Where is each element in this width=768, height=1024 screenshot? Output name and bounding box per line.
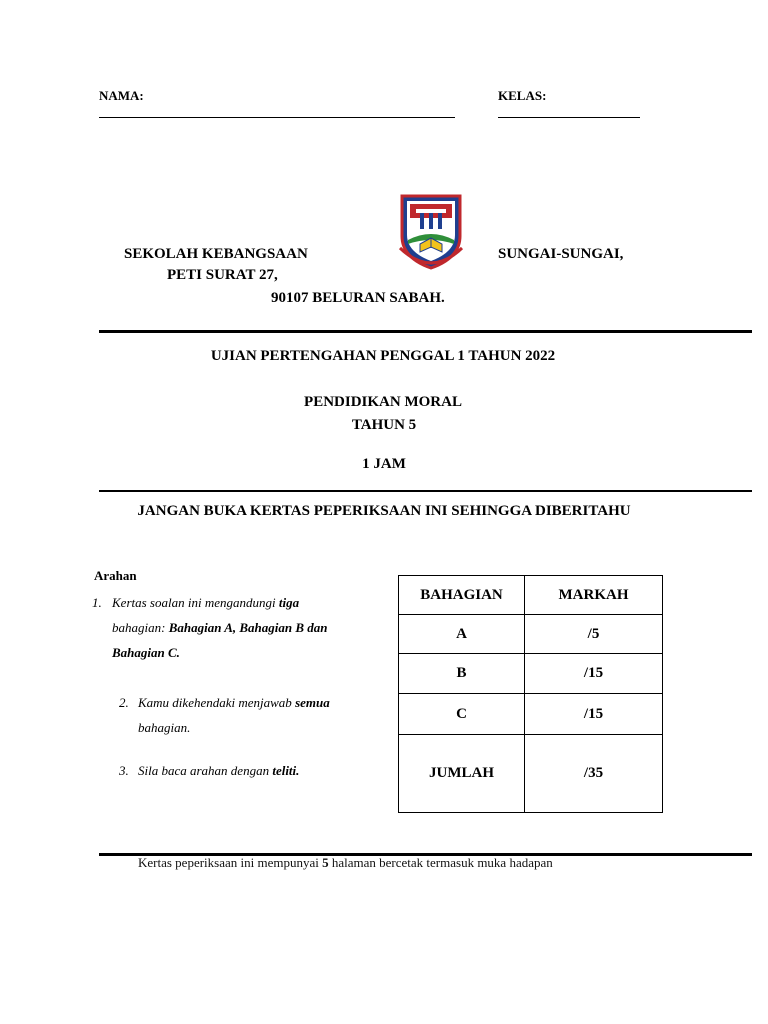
name-field-line	[99, 117, 455, 118]
instruction-item-2	[119, 690, 379, 740]
instruction-text: bahagian.	[138, 720, 191, 735]
instruction-number: 2.	[119, 695, 129, 710]
instruction-number: 3.	[119, 763, 129, 778]
table-cell: C	[399, 694, 525, 735]
school-postcode: 90107 BELURAN SABAH.	[271, 290, 445, 306]
instruction-text: Kertas soalan ini mengandungi	[112, 595, 279, 610]
instruction-continuation	[92, 615, 382, 665]
instruction-text: Sila baca arahan dengan	[138, 763, 273, 778]
school-name-right: SUNGAI-SUNGAI,	[498, 246, 624, 262]
table-row	[399, 654, 663, 694]
exam-warning-text: JANGAN BUKA KERTAS PEPERIKSAAN INI SEHINGGA DIBERITAHU	[137, 503, 631, 519]
footer-text: Kertas peperiksaan ini mempunyai	[138, 855, 323, 870]
instruction-item-1	[92, 590, 382, 665]
instruction-text: Kamu dikehendaki menjawab	[138, 695, 296, 710]
top-divider	[99, 330, 752, 333]
exam-year: TAHUN 5	[351, 417, 417, 433]
table-cell: B	[399, 654, 525, 694]
table-cell: A	[399, 615, 525, 654]
instructions-heading: Arahan	[94, 568, 137, 583]
table-row	[399, 615, 663, 654]
table-row	[399, 694, 663, 735]
exam-subject: PENDIDIKAN MORAL	[304, 394, 462, 410]
school-po-box: PETI SURAT 27,	[167, 267, 278, 283]
instruction-item-3	[119, 758, 379, 783]
class-field-line	[498, 117, 640, 118]
table-cell: JUMLAH	[399, 735, 525, 813]
school-crest-icon	[398, 192, 464, 270]
instruction-line	[112, 590, 299, 615]
table-cell: /15	[525, 694, 663, 735]
table-header-cell: BAHAGIAN	[399, 576, 525, 615]
table-header-cell: MARKAH	[525, 576, 663, 615]
exam-warning	[0, 500, 768, 523]
instruction-emphasis: semua	[295, 695, 330, 710]
instruction-line	[138, 690, 379, 740]
exam-title: UJIAN PERTENGAHAN PENGGAL 1 TAHUN 2022	[210, 348, 556, 364]
middle-divider	[99, 490, 752, 492]
instruction-emphasis: Bahagian A, Bahagian B dan Bahagian C.	[112, 620, 328, 660]
exam-duration: 1 JAM	[362, 456, 406, 472]
marks-table	[398, 575, 663, 813]
footer-text: halaman bercetak termasuk muka hadapan	[328, 855, 553, 870]
class-label: KELAS:	[498, 88, 547, 103]
page-count-note	[138, 855, 553, 871]
school-name-left: SEKOLAH KEBANGSAAN	[124, 246, 308, 262]
name-label: NAMA:	[99, 88, 144, 103]
footer-page-count: 5	[322, 855, 329, 870]
instruction-emphasis: teliti.	[272, 763, 300, 778]
table-row	[399, 735, 663, 813]
table-cell: /15	[525, 654, 663, 694]
table-cell: /35	[525, 735, 663, 813]
instruction-line	[138, 758, 299, 783]
instruction-text: bahagian:	[112, 620, 169, 635]
table-header-row	[399, 576, 663, 615]
instruction-number: 1.	[92, 595, 102, 610]
table-cell: /5	[525, 615, 663, 654]
instruction-emphasis: tiga	[278, 595, 300, 610]
